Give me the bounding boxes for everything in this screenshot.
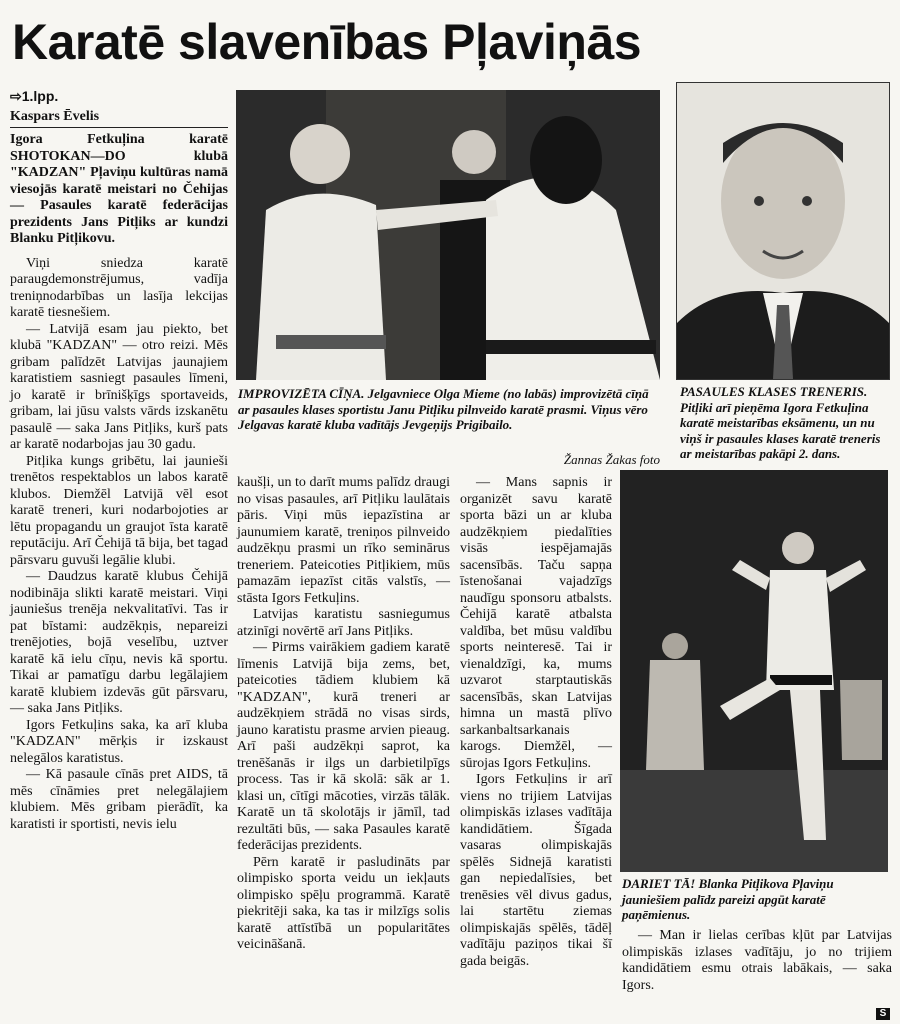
photo-credit: Žannas Žakas foto <box>563 452 660 467</box>
paragraph: Igors Fetkuļins saka, ka arī kluba "KADZAN" mērķis ir izskaust nelegālos karatistus. <box>10 717 228 766</box>
paragraph: Pitļika kungs gribētu, lai jaunieši trenētos respektablos un labos karatē klubos. Diemžēl Latvijā vēl esot karatē treneri, kuri nodarbojoties ar lētu propagandu un graujot īsta karatē reputāciju. Arī Čehijā tā bija, bet tagad pārsvaru guvuši legālie klubi. <box>10 453 228 568</box>
photo-illustration <box>620 470 888 872</box>
photo-improvised-fight <box>236 90 660 380</box>
section-badge: S <box>876 1008 890 1020</box>
paragraph: — Kā pasaule cīnās pret AIDS, tā mēs cīnāmies pret nelegālajiem klubiem. Mēs gribam pierādīt, ka karatisti ir sportisti, nevis ielu <box>10 767 228 832</box>
paragraph: — Latvijā esam jau piekto, bet klubā "KADZAN" — otro reizi. Mēs gribam palīdzēt Latvijas jaunajiem karatistiem sasniegt pasaules līmeni, jo karatē ir brīnišķīgs sportaveids, gribam, lai jūsu valsts vārds izskanētu pasaulē — saka Jans Pitļiks, kurš pats ar karatē nodarbojas jau 30 gadu. <box>10 321 228 452</box>
page-reference: ⇨1.lpp. <box>10 88 59 104</box>
paragraph: Igors Fetkuļins ir arī viens no trijiem Latvijas olimpiskās izlases vadītāja kandidātiem. Šīgada vasaras olimpiskajās spēlēs Sidnejā karatisti gan nepiedalīsies, bet trenēsies vēl divus gadus, lai startētu ziemas olimpiskajās spēlēs, tādēļ vadītāju paziņos tikai šī gada beigās. <box>460 772 612 969</box>
paragraph: — Mans sapnis ir organizēt savu karatē sporta bāzi un ar kluba audzēkņiem piedalīties visās iespējamajās sacensībās. Taču sapņa īstenošanai vajadzīgs naudīgu sponsoru atbalsts. Čehijā karatē atbalsta valdība, bet mūsu valdību sports neinteresē. Tai ir vienaldzīgi, ka, mums uzvarot starptautiskās sacensībās, skan Latvijas himna un mastā plīvo sarkanbaltsarkanais karogs. Diemžēl, — sūrojas Igors Fetkuļins. <box>460 475 612 771</box>
lead-paragraph: Igora Fetkuļina karatē SHOTOKAN—DO klubā "KADZAN" Pļaviņu kultūras namā viesojās karatē meistari no Čehijas — Pasaules karatē federācijas prezidents Jans Pitļiks ar kundzi Blanku Pitļikovu. <box>10 132 228 246</box>
column-3 <box>460 475 612 970</box>
photo-trainer-portrait <box>676 82 890 380</box>
paragraph: Latvijas karatistu sasniegumus atzinīgi novērtē arī Jans Pitļiks. <box>237 607 450 639</box>
paragraph: — Pirms vairākiem gadiem karatē līmenis Latvijā bija zems, bet, pateicoties tādiem klubiem kā "KADZAN", kurā treneri ar audzēkņiem strādā no visas sirds, jauno karatistu prasme arvien pieaug. Arī paši audzēkņi saprot, ka trenēšanās ir ilgs un darbietilpīgs process. Tas ir kā skolā: sāk ar 1. klasi un, cītīgi mācoties, virzās tālāk. Karatē un tā skolotājs ir jāmīl, tad rezultāti būs, — saka Pasaules karatē federācijas prezidents. <box>237 640 450 853</box>
photo-kick-demonstration <box>620 470 888 872</box>
caption-photo-3: DARIET TĀ! Blanka Pitļikova Pļaviņu jauniešiem palīdz pareizi apgūt karatē paņēmienus. <box>622 876 834 922</box>
paragraph: kaušļi, un to darīt mums palīdz draugi no visas pasaules, arī Pitļiku laulātais pāris. Viņi mūs iepazīstina ar jaunumiem karatē, treniņos pilnveido audzēkņu prasmi un rīko seminārus treneriem. Pateicoties Pitļikiem, mūs pamazām iepazīst citās valstīs, — stāsta Igors Fetkuļins. <box>237 475 450 606</box>
photo-illustration <box>236 90 660 380</box>
byline: Kaspars Ēvelis <box>10 109 228 129</box>
portrait-illustration <box>677 83 889 379</box>
caption-photo-2: PASAULES KLASES TRENERIS. Pitļiki arī pieņēma Igora Fetkuļina karatē meistarības eksāmenu, un nu viņš ir pasaules klases karatē treneris ar meistarības pakāpi 2. dans. <box>680 384 881 461</box>
caption-photo-1: IMPROVIZĒTA CĪŅA. Jelgavniece Olga Mieme (no labās) improvizētā cīņā ar pasaules klases sportistu Janu Pitļiku pilnveido karatē prasmi. Viņus vēro Jelgavas karatē kluba vadītājs Jevgeņijs Prigibailo. <box>238 386 649 432</box>
column-2 <box>237 475 450 954</box>
column-4 <box>622 928 892 994</box>
paragraph: Viņi sniedza karatē paraugdemonstrējumus, vadīja treniņnodarbības un lasīja lekcijas karatē tiesnešiem. <box>10 255 228 320</box>
headline: Karatē slavenības Pļaviņās <box>12 14 642 70</box>
paragraph: Pērn karatē ir pasludināts par olimpisko sporta veidu un iekļauts olimpisko spēļu programmā. Karatē piekritēji saka, ka tas ir milzīgs solis karatē attīstībā un popularitātes veicināšanā. <box>237 854 450 952</box>
paragraph: — Man ir lielas cerības kļūt par Latvijas olimpiskās izlases vadītāju, jo no trijiem kandidātiem esmu otrais labākais, — saka Igors. <box>622 928 892 993</box>
column-1 <box>10 88 228 833</box>
paragraph: — Daudzus karatē klubus Čehijā nodibināja slikti karatē meistari. Viņi jauniešus trenēja nekvalitatīvi. Tas ir pat bīstami: audzēkņis, nepareizi trenējoties, bojā veselību, uztver karatē kā ielu cīņu, nevis kā sportu. Tikai ar pamatīgu darbu legālajiem karatē klubiem izdevās gūt pārsvaru, — saka Jans Pitļiks. <box>10 569 228 716</box>
